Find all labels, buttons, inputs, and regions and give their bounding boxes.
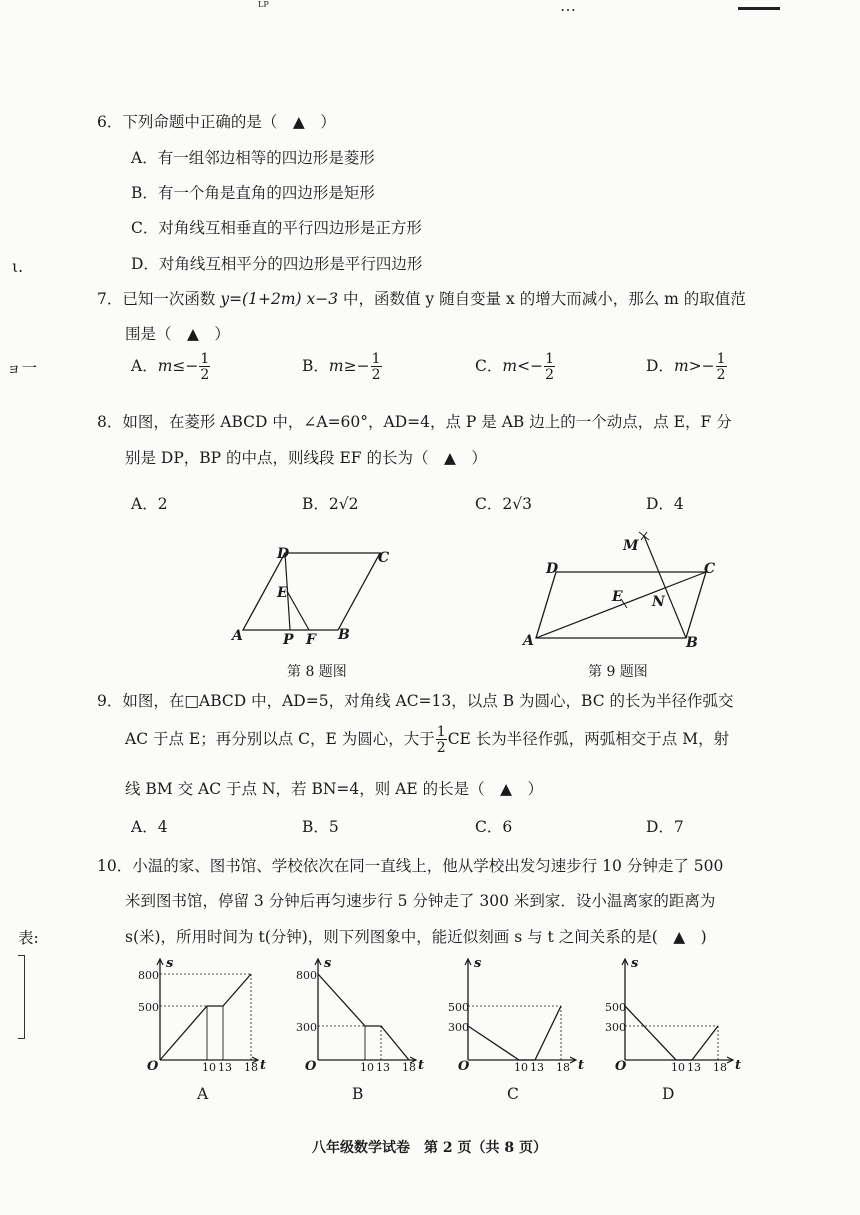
tick-10: 10 (671, 1061, 685, 1074)
q7-option-b-fraction (371, 352, 382, 382)
q6-option-b: B．有一个角是直角的四边形是矩形 (131, 184, 375, 202)
graph-c-letter: C (507, 1085, 519, 1103)
graph-b-letter: B (352, 1085, 364, 1103)
q7-option-c-fraction (544, 352, 555, 382)
graph-d (605, 955, 745, 1075)
axis-t-label: t (260, 1058, 267, 1073)
label-b: B (338, 627, 350, 643)
segment-ef (287, 591, 309, 630)
q6-option-c: C．对角线互相垂直的平行四边形是正方形 (131, 219, 422, 237)
q7-option-d-var: m (673, 357, 689, 375)
label-d: D (546, 561, 559, 577)
margin-bracket (18, 955, 25, 1039)
q8-option-a: A．2 (131, 495, 168, 513)
fraction-numerator: 1 (371, 351, 381, 367)
graph-b-path (318, 974, 409, 1060)
label-e: E (277, 585, 288, 601)
fraction-numerator: 1 (545, 351, 554, 367)
q8-option-b: B．2√2 (302, 495, 359, 513)
q9-line1 (97, 689, 733, 711)
graph-a (130, 955, 270, 1075)
top-right-bar (738, 0, 780, 10)
q9-line2-text-a: AC 于点 E；再分别以点 C，E 为圆心，大于 (125, 730, 435, 748)
q7-option-c-op: <− (517, 357, 544, 375)
q9-line3: 线 BM 交 AC 于点 N，若 BN=4，则 AE 的长是（ ▲ ） (125, 780, 544, 798)
q8-number: 8． (97, 413, 123, 431)
q7-option-d (646, 352, 728, 382)
axis-s-label: s (324, 956, 332, 971)
q7-option-b-label: B． (302, 357, 329, 375)
graph-d-letter: D (662, 1085, 675, 1103)
q7-option-c (475, 352, 556, 382)
tick-500: 500 (138, 1001, 159, 1014)
q9-option-b: B．5 (302, 818, 339, 836)
ray-bm (644, 536, 686, 638)
page-footer: 八年级数学试卷 第 2 页（共 8 页） (312, 1140, 547, 1156)
q9-text: 如图，在□ABCD 中，AD=5，对角线 AC=13，以点 B 为圆心，BC 的长为半径作弧交 (122, 692, 734, 710)
q7-line2: 围是（ ▲ ） (125, 325, 230, 343)
margin-mark-3: 表: (18, 929, 39, 947)
tick-500: 500 (605, 1001, 626, 1014)
graph-d-path (625, 1006, 718, 1060)
fraction-denominator: 2 (371, 367, 381, 383)
label-m: M (623, 538, 639, 554)
label-a: A (232, 628, 243, 644)
tick-18: 18 (402, 1061, 416, 1074)
label-d: D (277, 546, 290, 562)
q8-line1 (97, 410, 732, 432)
q9-line2 (125, 725, 729, 755)
axis-s-label: s (631, 956, 639, 971)
q6-stem (97, 110, 336, 132)
tick-10: 10 (202, 1061, 216, 1074)
q6-text: 下列命题中正确的是（ ▲ ） (122, 113, 336, 131)
q6-number: 6． (97, 113, 123, 131)
label-f: F (306, 632, 316, 648)
q10-line2: 米到图书馆，停留 3 分钟后再匀速步行 5 分钟走了 300 米到家．设小温离家的距离为 (125, 892, 716, 910)
q7-formula: y=(1+2m) x−3 (220, 290, 339, 308)
axis-t-label: t (735, 1058, 742, 1073)
graph-c-path (468, 1006, 561, 1060)
q10-number: 10． (97, 857, 133, 875)
top-right-scrawl: … (560, 0, 576, 15)
diagonal-ac (536, 572, 706, 638)
margin-mark-2: ョ一 (6, 359, 38, 377)
tick-13: 13 (376, 1061, 390, 1074)
q8-line2: 别是 DP，BP 的中点，则线段 EF 的长为（ ▲ ） (125, 449, 487, 467)
q9-number: 9． (97, 692, 123, 710)
tick-10: 10 (514, 1061, 528, 1074)
origin-label: O (458, 1059, 470, 1074)
q9-option-d: D．7 (646, 818, 684, 836)
fraction-numerator: 1 (436, 724, 446, 740)
q7-text-b: 中，函数值 y 随自变量 x 的增大而减小，那么 m 的取值范 (338, 290, 746, 308)
fraction-denominator: 2 (716, 367, 726, 383)
origin-label: O (147, 1059, 159, 1074)
tick-300: 300 (448, 1021, 469, 1034)
graph-a-letter: A (197, 1085, 209, 1103)
tick-18: 18 (244, 1061, 258, 1074)
label-p: P (283, 632, 294, 648)
q6-option-d: D．对角线互相平分的四边形是平行四边形 (131, 255, 423, 273)
fraction-numerator: 1 (716, 351, 726, 367)
q7-option-a-op: ≤− (172, 357, 199, 375)
q10-line1 (97, 854, 723, 876)
q7-option-d-op: >− (688, 357, 715, 375)
tick-13: 13 (218, 1061, 232, 1074)
tick-10: 10 (360, 1061, 374, 1074)
q7-option-d-label: D． (646, 357, 674, 375)
q7-option-a-fraction (199, 352, 210, 382)
origin-label: O (615, 1059, 627, 1074)
figure-8-rhombus-diagram (230, 540, 400, 650)
tick-18: 18 (713, 1061, 727, 1074)
q6-option-a: A．有一组邻边相等的四边形是菱形 (131, 149, 375, 167)
q9-option-a: A．4 (131, 818, 168, 836)
axis-t-label: t (418, 1058, 425, 1073)
tick-500: 500 (448, 1001, 469, 1014)
tick-13: 13 (687, 1061, 701, 1074)
fraction-denominator: 2 (200, 367, 210, 383)
q7-text-a: 已知一次函数 (122, 290, 221, 308)
q8-option-d: D．4 (646, 495, 684, 513)
q7-option-a (131, 352, 211, 382)
q7-option-b (302, 352, 383, 382)
tick-18: 18 (556, 1061, 570, 1074)
q7-option-a-var: m (157, 357, 173, 375)
q7-option-c-label: C． (475, 357, 503, 375)
label-n: N (652, 594, 665, 610)
top-mark: LP (258, 0, 269, 9)
q7-option-d-fraction (716, 352, 727, 382)
graph-b (288, 955, 428, 1075)
axis-s-label: s (166, 956, 174, 971)
tick-800: 800 (296, 969, 317, 982)
fraction-denominator: 2 (545, 367, 554, 383)
q9-fraction (436, 725, 447, 755)
figure-9-parallelogram-diagram (520, 528, 735, 648)
tick-800: 800 (138, 969, 159, 982)
graph-a-path (160, 974, 251, 1060)
rhombus-abcd (243, 553, 380, 630)
q7-number: 7． (97, 290, 123, 308)
q8-text: 如图，在菱形 ABCD 中，∠A=60°，AD=4，点 P 是 AB 边上的一个动点，点 E，F 分 (122, 413, 732, 431)
q9-line2-text-b: CE 长为半径作弧，两弧相交于点 M，射 (447, 730, 730, 748)
label-a: A (523, 633, 534, 648)
q9-option-c: C．6 (475, 818, 513, 836)
fraction-denominator: 2 (436, 740, 446, 756)
axis-s-label: s (474, 956, 482, 971)
q7-option-b-op: ≥− (343, 357, 370, 375)
tick-300: 300 (605, 1021, 626, 1034)
tick-13: 13 (530, 1061, 544, 1074)
tick-300: 300 (296, 1021, 317, 1034)
arc-mark-m2 (641, 532, 647, 540)
q7-line1 (97, 287, 746, 309)
q7-option-b-var: m (328, 357, 344, 375)
q10-text: 小温的家、图书馆、学校依次在同一直线上，他从学校出发匀速步行 10 分钟走了 500 (132, 857, 724, 875)
q8-option-c: C．2√3 (475, 495, 532, 513)
label-c: C (378, 550, 390, 566)
fraction-numerator: 1 (200, 351, 210, 367)
q10-line3: s(米)，所用时间为 t(分钟)，则下列图象中，能近似刻画 s 与 t 之间关系的是( ▲ ) (125, 928, 707, 946)
graph-c (448, 955, 588, 1075)
q7-option-c-var: m (502, 357, 518, 375)
figure-9-caption: 第 9 题图 (588, 664, 648, 680)
axis-t-label: t (578, 1058, 585, 1073)
label-e: E (612, 589, 623, 605)
margin-mark-1: ι. (12, 258, 24, 276)
q7-option-a-label: A． (131, 357, 158, 375)
label-c: C (704, 561, 716, 577)
figure-8-caption: 第 8 题图 (287, 664, 347, 680)
label-b: B (686, 635, 698, 648)
origin-label: O (305, 1059, 317, 1074)
